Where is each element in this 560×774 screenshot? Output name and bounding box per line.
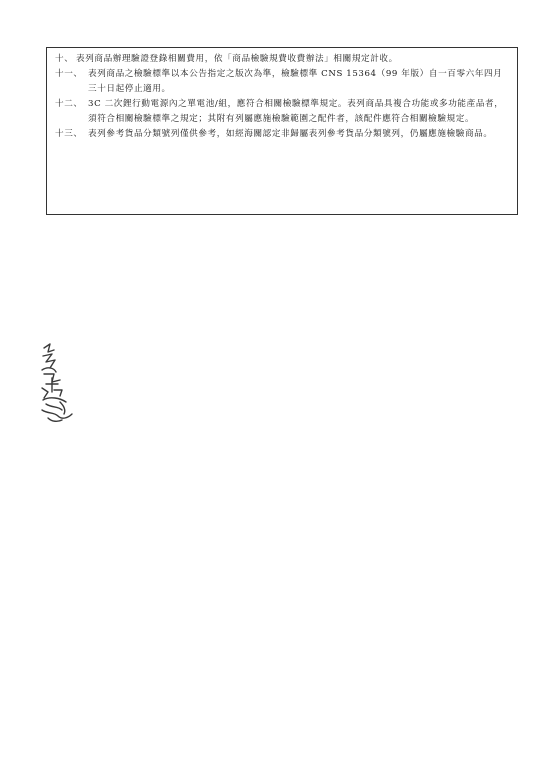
item-text: 表列商品之檢驗標準以本公告指定之版次為準，檢驗標準 CNS 15364（99 年版）自一百零六年四月三十日起停止適用。 — [88, 69, 503, 94]
item-number: 十一、 — [55, 69, 83, 79]
notice-item-13 — [55, 127, 509, 142]
item-number: 十二、 — [55, 99, 83, 109]
item-text: 表列商品辦理驗證登錄相關費用，依「商品檢驗規費收費辦法」相關規定計收。 — [76, 54, 398, 64]
item-number: 十、 — [55, 54, 74, 64]
item-text: 3C 二次鋰行動電源內之單電池/組，應符合相關檢驗標準規定。表列商品具複合功能或多功能產品者，須符合相關檢驗標準之規定；其附有列屬應施檢驗範圍之配件者，該配件應符合相關檢驗規定。 — [88, 99, 504, 124]
notice-item-12 — [55, 97, 509, 127]
notice-item-10 — [55, 52, 509, 67]
notice-box — [46, 47, 518, 215]
item-number: 十三、 — [55, 129, 83, 139]
partial-seal-stamp-icon — [40, 340, 80, 425]
item-text: 表列參考貨品分類號列僅供參考，如經海關認定非歸屬表列參考貨品分類號列，仍屬應施檢驗商品。 — [88, 129, 493, 139]
notice-item-11 — [55, 67, 509, 97]
